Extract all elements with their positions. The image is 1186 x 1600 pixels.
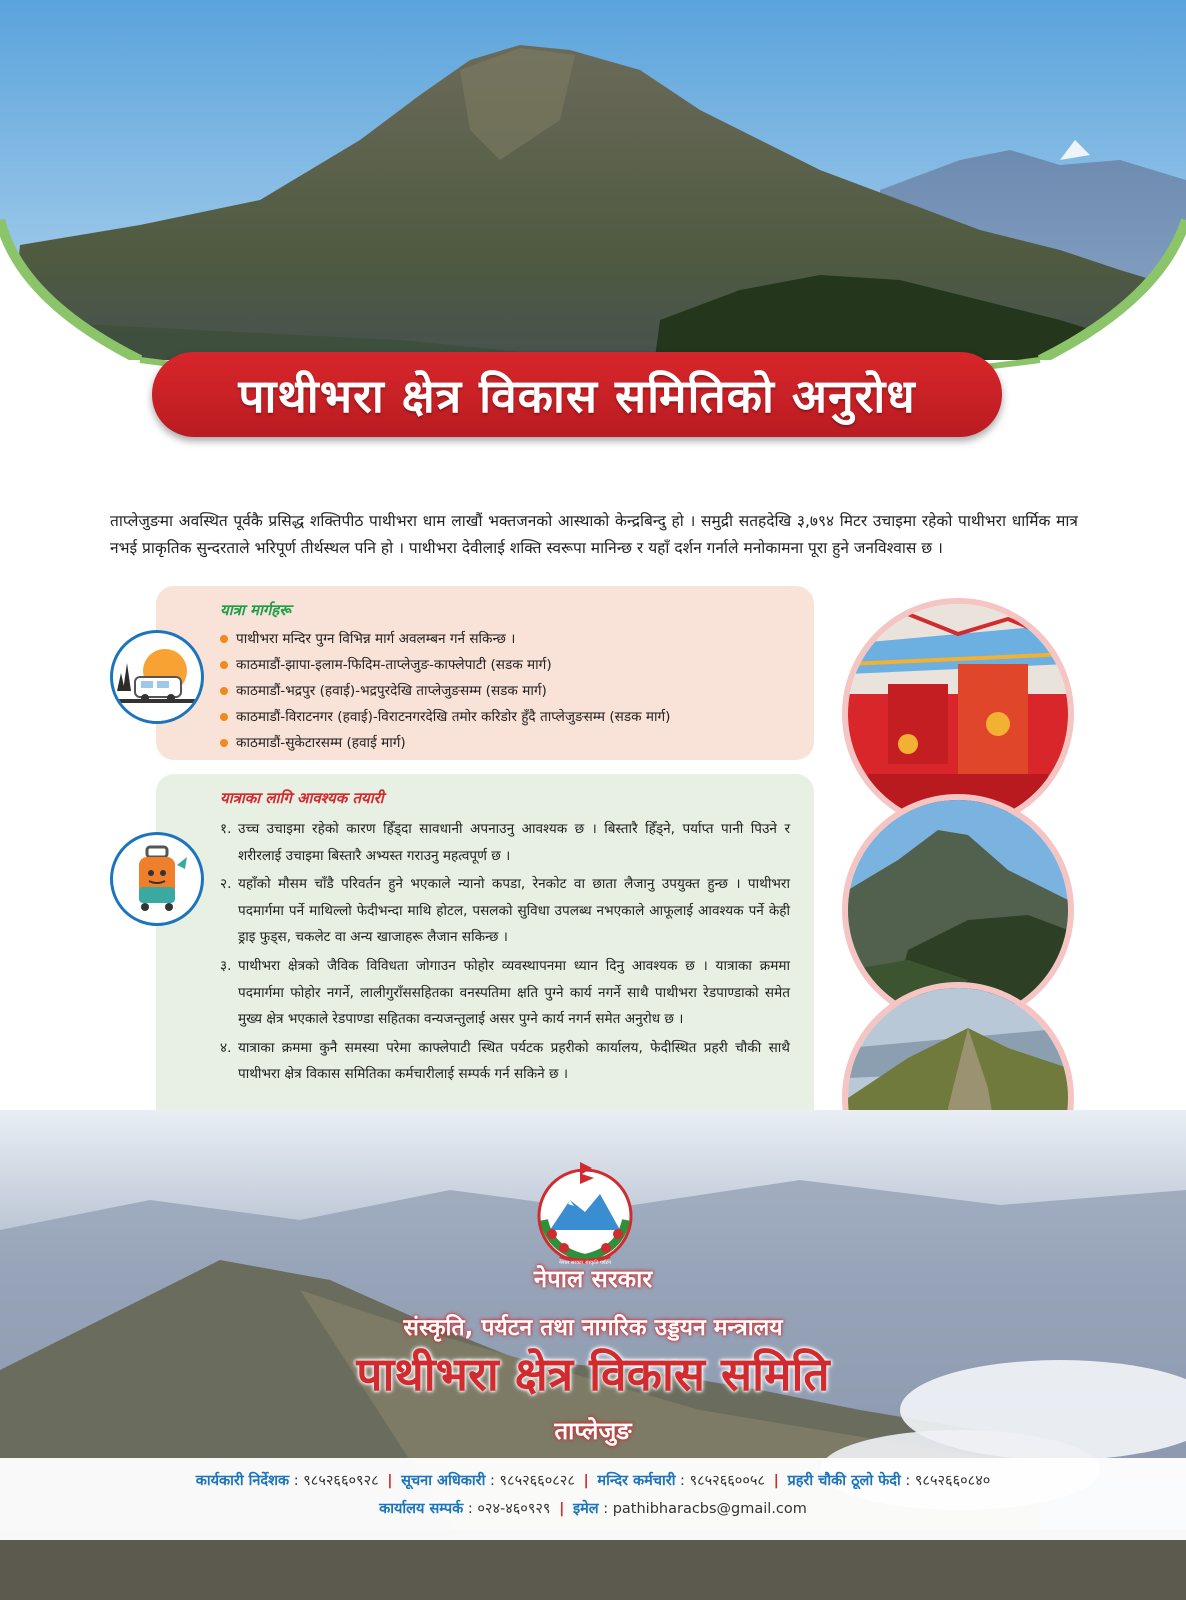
preparation-list: [220, 816, 790, 1090]
luggage-icon: [110, 832, 204, 926]
list-item: काठमाडौं-भद्रपुर (हवाई)-भद्रपुरदेखि ताप्लेजुङसम्म (सडक मार्ग): [220, 678, 670, 704]
list-item: पाथीभरा मन्दिर पुग्न विभिन्न मार्ग अवलम्बन गर्न सकिन्छ ।: [220, 626, 670, 652]
phone-number: ९८५२६६००५८: [689, 1473, 765, 1489]
van-travel-icon: [110, 630, 204, 724]
routes-list: [220, 626, 670, 756]
travel-routes-box: [156, 586, 814, 760]
travel-preparation-box: [156, 774, 814, 1152]
contact-row-2: कार्यालय सम्पर्क : ०२४-४६०९२९ | इमेल : pathibharacbs@gmail.com: [379, 1501, 807, 1517]
office-phone: ०२४-४६०९२९: [477, 1501, 551, 1517]
nepal-emblem-icon: [530, 1160, 640, 1268]
routes-heading: यात्रा मार्गहरू: [220, 601, 291, 619]
list-item: ४. यात्राका क्रममा कुनै समस्या परेमा काफ्लेपाटी स्थित पर्यटक प्रहरीको कार्यालय, फेदीस्थित प्रहरी चौकी साथै पाथीभरा क्षेत्र विकास समितिका कर्मचारीलाई सम्पर्क गर्न सकिने छ ।: [220, 1039, 790, 1083]
list-item: काठमाडौं-सुकेटारसम्म (हवाई मार्ग): [220, 730, 670, 756]
list-item: १. उच्च उचाइमा रहेको कारण हिँड्दा सावधानी अपनाउनु आवश्यक छ । बिस्तारै हिँड्ने, पर्याप्त पानी पिउने र शरीरलाई उचाइमा बिस्तारै अभ्यस्त गराउनु महत्वपूर्ण छ ।: [220, 821, 790, 864]
contact-row-1: कार्यकारी निर्देशक : ९८५२६६०९२८ | सूचना अधिकारी : ९८५२६६०८२८ | मन्दिर कर्मचारी : ९८५२६६००५८ | प्रहरी चौकी ठूलो फेदी : ९८५२६६०८४०: [195, 1473, 991, 1489]
emblem-text: नेपाल सरकार संस्कृति पर्यटन: [558, 1260, 612, 1266]
ministry-label: संस्कृति, पर्यटन तथा नागरिक उड्डयन मन्त्रालय: [403, 1315, 783, 1341]
list-item: काठमाडौं-झापा-इलाम-फिदिम-ताप्लेजुङ-काफ्लेपाटी (सडक मार्ग): [220, 652, 670, 678]
intro-paragraph: ताप्लेजुङमा अवस्थित पूर्वकै प्रसिद्ध शक्तिपीठ पाथीभरा धाम लाखौं भक्तजनको आस्थाको केन्द्रबिन्दु हो । समुद्री सतहदेखि ३,७९४ मिटर उचाइमा रहेको पाथीभरा धार्मिक मात्र नभई प्राकृतिक सुन्दरताले भरिपूर्ण तीर्थस्थल पनि हो । पाथीभरा देवीलाई शक्ति स्वरूपा मानिन्छ र यहाँ दर्शन गर्नाले मनोकामना पूरा हुने जनविश्वास छ ।: [110, 511, 1078, 557]
page-title: पाथीभरा क्षेत्र विकास समितिको अनुरोध: [238, 368, 916, 423]
email-address[interactable]: pathibharacbs@gmail.com: [612, 1501, 807, 1517]
phone-number: ९८५२६६०८४०: [914, 1473, 991, 1489]
organization-name: पाथीभरा क्षेत्र विकास समिति: [356, 1347, 830, 1401]
phone-number: ९८५२६६०९२८: [303, 1473, 379, 1489]
list-item: २. यहाँको मौसम चाँडै परिवर्तन हुने भएकाले न्यानो कपडा, रेनकोट वा छाता लैजानु उपयुक्त हुन्छ । पाथीभरा पदमार्गमा पर्ने माथिल्लो फेदीभन्दा माथि होटल, पसलको सुविधा उपलब्ध नभएकाले आफूलाई आवश्यक पर्ने केही ड्राइ फुड्स, चकलेट वा अन्य खाजाहरू लैजान सकिन्छ ।: [220, 876, 790, 946]
district-label: ताप्लेजुङ: [554, 1417, 632, 1445]
title-banner: [152, 352, 1002, 437]
phone-number: ९८५२६६०८२८: [499, 1473, 575, 1489]
contact-strip: [0, 1458, 1186, 1540]
preparation-heading: यात्राका लागि आवश्यक तयारी: [220, 789, 384, 807]
government-label: नेपाल सरकार: [533, 1265, 653, 1293]
list-item: काठमाडौं-विराटनगर (हवाई)-विराटनगरदेखि तमोर करिडोर हुँदै ताप्लेजुङसम्म (सडक मार्ग): [220, 704, 670, 730]
list-item: ३. पाथीभरा क्षेत्रको जैविक विविधता जोगाउन फोहोर व्यवस्थापनमा ध्यान दिनु आवश्यक छ । यात्राका क्रममा पदमार्गमा फोहोर नगर्ने, लालीगुराँससहितका वनस्पतिमा क्षति पुग्ने कार्य नगर्ने साथै पाथीभरा रेडपाण्डाको समेत मुख्य क्षेत्र भएकाले रेडपाण्डा सहितका वन्यजन्तुलाई असर पुग्ने कार्य नगर्न समेत अनुरोध छ ।: [220, 957, 790, 1028]
